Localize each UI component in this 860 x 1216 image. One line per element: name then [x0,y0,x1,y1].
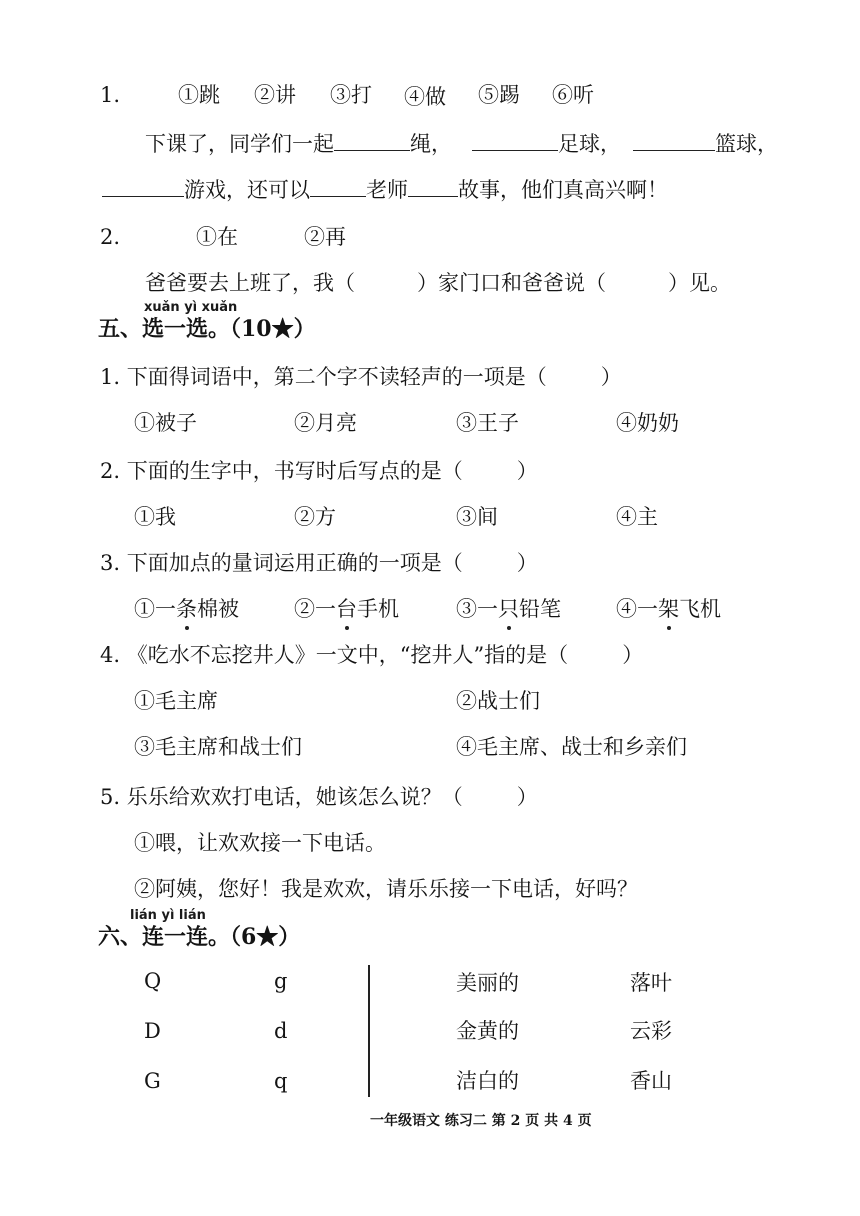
q1-option-4: ④做 [404,85,446,109]
match-noun[interactable]: 云彩 [630,1019,672,1043]
s5q2-option-2: ②方 [294,505,336,529]
column-divider [368,965,370,1097]
s5q4-close: ） [622,643,644,667]
q1-line1-text-a: 下课了，同学们一起 [145,132,334,156]
s5q2-option-1: ①我 [134,505,176,529]
s5q4-option-1: ①毛主席 [134,689,218,713]
s5q1-option-4: ④奶奶 [616,411,679,435]
section6-title: 六、连一连。（6★） [98,924,301,950]
q1-line2 [102,174,668,205]
section6-pinyin: lián yì lián [130,908,206,923]
s5q1-text: 1. 下面得词语中，第二个字不读轻声的一项是（ [100,365,547,389]
match-letter-upper[interactable]: Q [144,969,162,993]
q1-option-1: ①跳 [178,83,220,107]
q2-text-b: ）家门口和爸爸说（ [417,271,606,295]
match-letter-lower[interactable]: d [274,1019,288,1043]
q2-option-2: ②再 [304,225,346,249]
s5q3-option-3: ③一只铅笔 [456,594,561,624]
match-letter-lower[interactable]: g [274,969,288,993]
q1-option-3: ③打 [330,83,372,107]
dotted-measure-word: 条 [176,594,197,624]
match-adjective[interactable]: 金黄的 [456,1019,519,1043]
q1-option-6: ⑥听 [552,83,594,107]
s5q4-text: 4. 《吃水不忘挖井人》一文中，“挖井人”指的是（ [100,643,569,667]
s5q5-option-1: ①喂，让欢欢接一下电话。 [134,831,386,855]
s5q5-close: ） [516,785,538,809]
fill-blank[interactable] [102,174,184,197]
s5q3-text: 3. 下面加点的量词运用正确的一项是（ [100,551,463,575]
s5q1-option-1: ①被子 [134,411,197,435]
q1-line2-text-c: 故事，他们真高兴啊！ [458,178,668,202]
s5q4-option-2: ②战士们 [456,689,540,713]
fill-blank[interactable] [633,128,715,151]
fill-blank[interactable] [408,174,458,197]
s5q3-option-4: ④一架飞机 [616,594,721,624]
fill-blank[interactable] [334,128,410,151]
s5q1-option-3: ③王子 [456,411,519,435]
fill-blank[interactable] [310,174,366,197]
s5q1-close: ） [600,365,622,389]
s5q4-question [100,640,643,670]
match-letter-upper[interactable]: G [144,1069,161,1093]
s5q1-question [100,362,622,392]
q1-number: 1. [100,83,121,107]
match-adjective[interactable]: 美丽的 [456,971,519,995]
q1-line1-text-d: 篮球， [715,132,778,156]
q1-line1-text-b: 绳， [410,132,452,156]
s5q4-option-4: ④毛主席、战士和乡亲们 [456,735,687,759]
s5q5-option-2: ②阿姨，您好！我是欢欢，请乐乐接一下电话，好吗？ [134,877,638,901]
q1-option-2: ②讲 [254,83,296,107]
s5q1-option-2: ②月亮 [294,411,357,435]
match-letter-lower[interactable]: q [274,1069,288,1093]
q2-text-a: 爸爸要去上班了，我（ [145,271,355,295]
dotted-measure-word: 台 [336,594,357,624]
section5-pinyin: xuǎn yì xuǎn [144,300,238,315]
s5q2-close: ） [516,459,538,483]
s5q2-text: 2. 下面的生字中，书写时后写点的是（ [100,459,463,483]
s5q3-close: ） [516,551,538,575]
q1-line2-text-a: 游戏，还可以 [184,178,310,202]
s5q4-option-3: ③毛主席和战士们 [134,735,302,759]
dotted-measure-word: 架 [658,594,679,624]
s5q2-option-3: ③间 [456,505,498,529]
q1-line1-text-c: 足球， [558,132,621,156]
section5-title: 五、选一选。（10★） [98,316,316,342]
q1-line1 [145,128,778,159]
q2-text-c: ）见。 [668,271,731,295]
fill-blank[interactable] [472,128,558,151]
q1-option-5: ⑤踢 [478,83,520,107]
q2-number: 2. [100,225,121,249]
s5q3-option-2: ②一台手机 [294,594,399,624]
match-letter-upper[interactable]: D [144,1019,161,1043]
s5q5-question [100,782,538,812]
dotted-measure-word: 只 [498,594,519,624]
s5q3-question [100,548,538,578]
q2-sentence [145,268,731,298]
s5q2-question [100,456,538,486]
match-noun[interactable]: 香山 [630,1069,672,1093]
s5q2-option-4: ④主 [616,505,658,529]
match-adjective[interactable]: 洁白的 [456,1069,519,1093]
page-footer: 一年级语文 练习二 第 2 页 共 4 页 [370,1113,592,1129]
q1-line2-text-b: 老师 [366,178,408,202]
s5q5-text: 5. 乐乐给欢欢打电话，她该怎么说？（ [100,785,463,809]
match-noun[interactable]: 落叶 [630,971,672,995]
q2-option-1: ①在 [196,225,238,249]
s5q3-option-1: ①一条棉被 [134,594,239,624]
